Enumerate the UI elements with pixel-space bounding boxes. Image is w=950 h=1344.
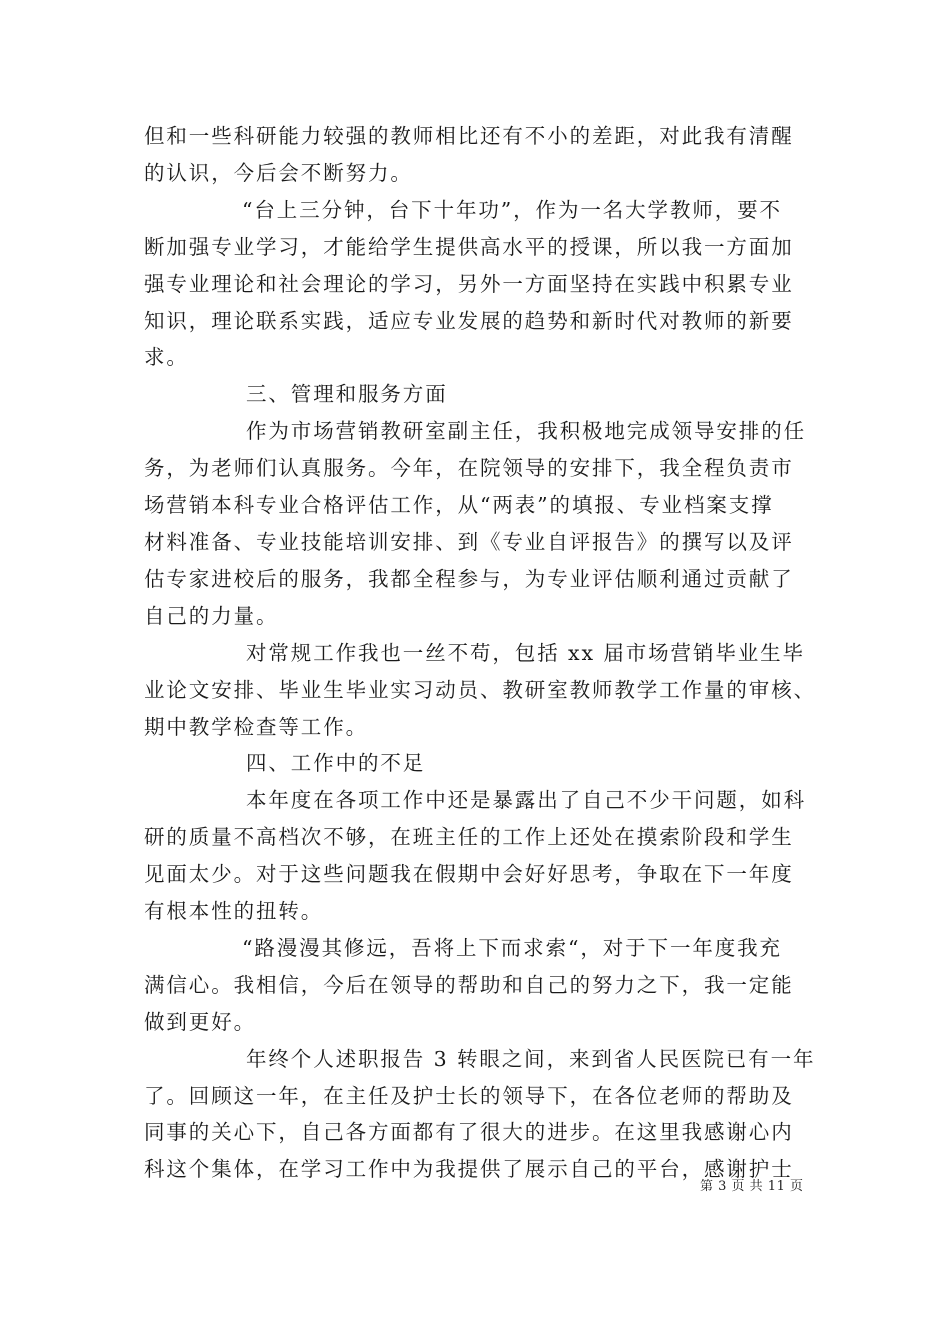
text-line: 年终个人述职报告 3 转眼之间，来到省人民医院已有一年 <box>246 1046 816 1071</box>
section-heading-management <box>144 376 824 413</box>
page-number-footer: 第 3 页 共 11 页 <box>700 1179 804 1194</box>
paragraph-study <box>144 192 824 377</box>
text-line: 知识，理论联系实践，适应专业发展的趋势和新时代对教师的新要 <box>144 308 794 333</box>
text-line: 满信心。我相信，今后在领导的帮助和自己的努力之下，我一定能 <box>144 972 794 997</box>
heading-text: 四、工作中的不足 <box>246 751 426 776</box>
heading-text: 三、管理和服务方面 <box>246 382 448 407</box>
text-line: 研的质量不高档次不够，在班主任的工作上还处在摸索阶段和学生 <box>144 825 794 850</box>
text-line: 材料准备、专业技能培训安排、到《专业自评报告》的撰写以及评 <box>144 529 794 554</box>
text-line: 期中教学检查等工作。 <box>144 714 368 739</box>
paragraph-management <box>144 413 824 634</box>
text-line: 场营销本科专业合格评估工作，从“两表”的填报、专业档案支撑 <box>144 493 774 518</box>
text-line: 但和一些科研能力较强的教师相比还有不小的差距，对此我有清醒 <box>144 124 794 148</box>
text-line: 求。 <box>144 345 189 370</box>
text-line: 本年度在各项工作中还是暴露出了自己不少干问题，如科 <box>246 788 806 813</box>
text-line: 同事的关心下，自己各方面都有了很大的进步。在这里我感谢心内 <box>144 1120 794 1145</box>
text-line: 有根本性的扭转。 <box>144 899 324 924</box>
text-line: 强专业理论和社会理论的学习，另外一方面坚持在实践中积累专业 <box>144 271 794 296</box>
text-line: 自己的力量。 <box>144 603 279 628</box>
text-line: 断加强专业学习，才能给学生提供高水平的授课，所以我一方面加 <box>144 234 794 259</box>
text-line: 的认识，今后会不断努力。 <box>144 160 413 185</box>
text-line: 业论文安排、毕业生毕业实习动员、教研室教师教学工作量的审核、 <box>144 677 816 702</box>
text-line: 科这个集体，在学习工作中为我提供了展示自己的平台，感谢护士 <box>144 1157 794 1182</box>
text-line: 对常规工作我也一丝不苟，包括 xx 届市场营销毕业生毕 <box>246 640 805 665</box>
text-line: 估专家进校后的服务，我都全程参与，为专业评估顺利通过贡献了 <box>144 566 794 591</box>
text-line: 见面太少。对于这些问题我在假期中会好好思考，争取在下一年度 <box>144 862 794 887</box>
text-line: 作为市场营销教研室副主任，我积极地完成领导安排的任 <box>246 419 806 444</box>
section-heading-shortcomings <box>144 745 824 782</box>
paragraph-routine-work <box>144 635 824 746</box>
document-body <box>144 118 824 1188</box>
text-line: 务，为老师们认真服务。今年，在院领导的安排下，我全程负责市 <box>144 456 794 481</box>
text-line: “台上三分钟，台下十年功”，作为一名大学教师，要不 <box>242 197 782 222</box>
text-line: “路漫漫其修远，吾将上下而求索“，对于下一年度我充 <box>242 935 782 960</box>
paragraph-continuation <box>144 118 824 192</box>
text-line: 做到更好。 <box>144 1009 256 1034</box>
paragraph-outlook <box>144 930 824 1041</box>
paragraph-shortcomings <box>144 782 824 930</box>
text-line: 了。回顾这一年，在主任及护士长的领导下，在各位老师的帮助及 <box>144 1083 794 1108</box>
paragraph-report-3 <box>144 1041 824 1189</box>
